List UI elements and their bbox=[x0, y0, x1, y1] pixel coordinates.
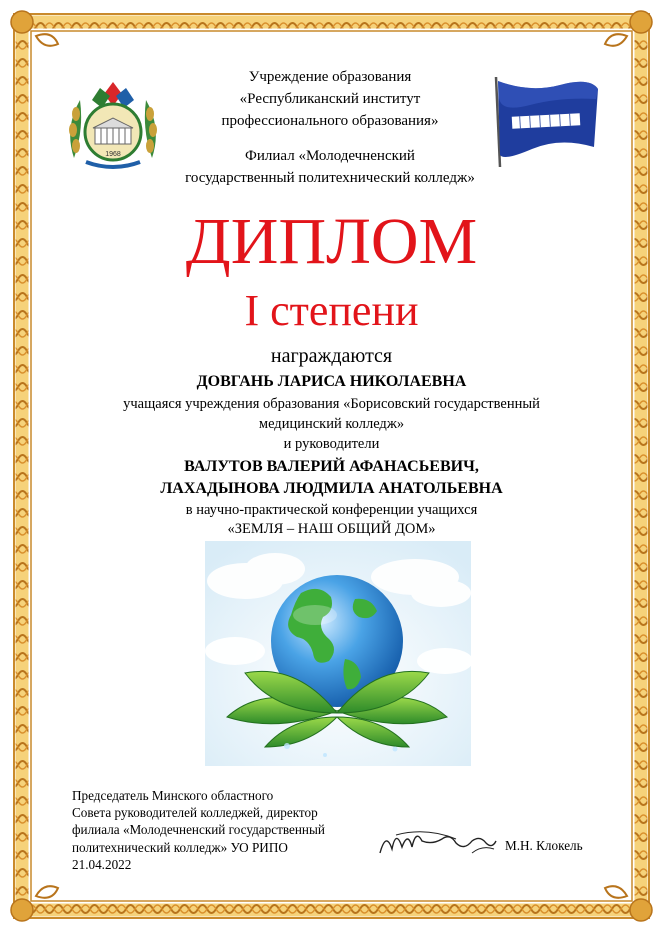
earth-illustration bbox=[205, 541, 471, 766]
institution-header bbox=[150, 66, 510, 132]
student-name: ДОВГАНЬ ЛАРИСА НИКОЛАЕВНА bbox=[196, 373, 467, 390]
conference-name: «ЗЕМЛЯ – НАШ ОБЩИЙ ДОМ» bbox=[227, 521, 436, 537]
awarded-label: награждаются bbox=[270, 345, 393, 367]
leaders-label: и руководители bbox=[283, 436, 380, 452]
branch-line-1: Филиал «Молодечненский bbox=[245, 148, 415, 164]
signer-name: М.Н. Клокель bbox=[505, 838, 583, 853]
branch-line-2: государственный политехнический колледж» bbox=[185, 170, 475, 186]
footer-line-4: политехнический колледж» УО РИПО bbox=[72, 839, 288, 855]
leader-2: ЛАХАДЫНОВА ЛЮДМИЛА АНАТОЛЬЕВНА bbox=[160, 480, 503, 497]
leader-1: ВАЛУТОВ ВАЛЕРИЙ АФАНАСЬЕВИЧ, bbox=[184, 458, 479, 475]
footer-date: 21.04.2022 bbox=[72, 856, 132, 872]
footer-line-1: Председатель Минского областного bbox=[72, 788, 274, 803]
emblem-year: 1968 bbox=[105, 151, 121, 158]
footer-signature-block bbox=[72, 787, 392, 873]
diploma-title: ДИПЛОМ bbox=[185, 205, 478, 278]
header-line-1: Учреждение образования bbox=[248, 69, 412, 85]
footer-line-2: Совета руководителей колледжей, директор bbox=[72, 805, 318, 821]
branch-header bbox=[130, 145, 530, 189]
handwritten-signature bbox=[376, 823, 500, 863]
student-info-line-2: медицинский колледж» bbox=[258, 416, 405, 432]
header-line-3: профессионального образования» bbox=[221, 113, 439, 129]
header-line-2: «Республиканский институт bbox=[239, 91, 421, 107]
diploma-degree: I степени bbox=[244, 286, 419, 335]
footer-line-3: филиала «Молодечненский государственный bbox=[72, 822, 325, 838]
conference-line: в научно-практической конференции учащихся bbox=[185, 502, 478, 518]
student-info-line-1: учащаяся учреждения образования «Борисовский государственный bbox=[123, 396, 540, 412]
